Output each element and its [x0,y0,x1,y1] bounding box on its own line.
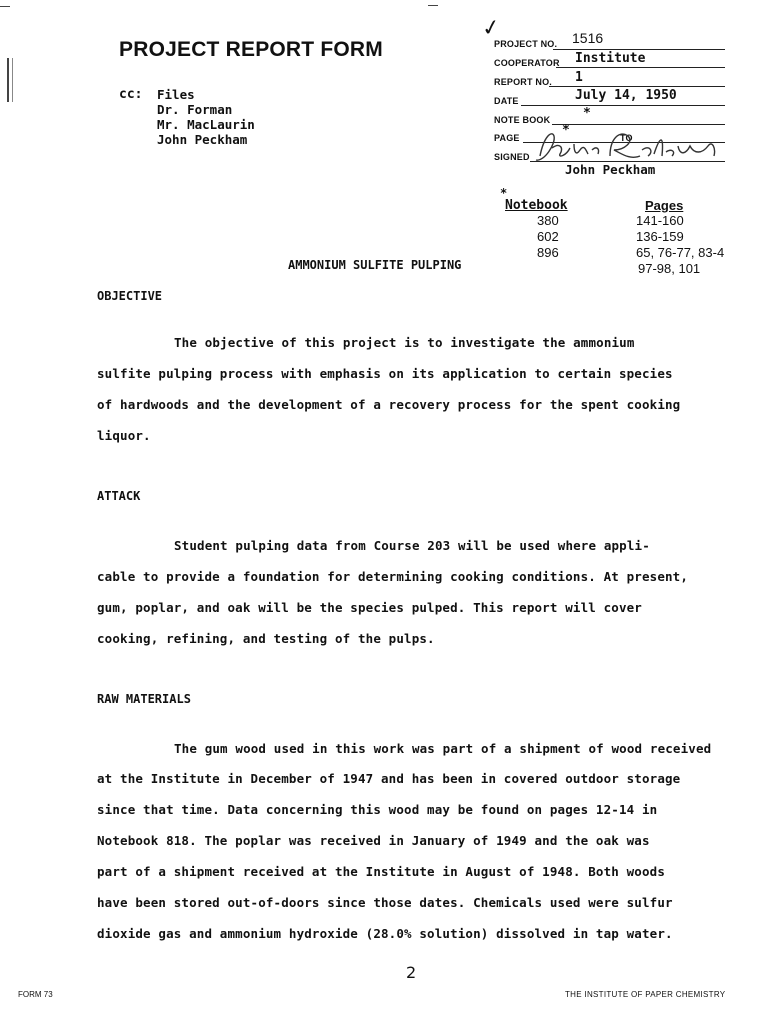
report-no-value: 1 [575,70,583,85]
date-value: July 14, 1950 [575,88,677,103]
signer-name: John Peckham [565,162,656,177]
cc-list [157,87,255,147]
paragraph-line: Student pulping data from Course 203 will be used where appli- [174,538,650,553]
cooperator-value: Institute [575,51,646,66]
section-heading-raw-materials: RAW MATERIALS [97,692,191,706]
footer-form-number: FORM 73 [18,990,53,999]
paragraph-line: cooking, refining, and testing of the pulps. [97,631,435,646]
scan-mark [428,5,438,6]
cc-recipient: Dr. Forman [157,102,233,117]
project-no-label: PROJECT NO. [494,39,558,49]
pages-cell: 136-159 [636,229,684,244]
paragraph-line: dioxide gas and ammonium hydroxide (28.0% solution) dissolved in tap water. [97,926,673,941]
document-title: AMMONIUM SULFITE PULPING [288,258,462,272]
notebook-cell: 380 [537,213,559,228]
paragraph-line: cable to provide a foundation for determining cooking conditions. At present, [97,569,689,584]
form-title: PROJECT REPORT FORM [119,38,383,61]
cc-label: cc: [119,87,143,102]
pages-cell: 65, 76-77, 83-4 [636,245,725,260]
field-line [552,123,725,125]
paragraph-line: since that time. Data concerning this wood may be found on pages 12-14 in [97,802,658,817]
page-number: 2 [406,963,417,982]
cooperator-label: COOPERATOR [494,58,560,68]
paragraph-line: Notebook 818. The poplar was received in January of 1949 and the oak was [97,833,650,848]
field-line [521,104,725,106]
footer-institution: THE INSTITUTE OF PAPER CHEMISTRY [565,990,726,999]
paragraph-line: have been stored out-of-doors since those dates. Chemicals used were sulfur [97,895,673,910]
page-value: * [562,123,570,138]
cc-recipient: Files [157,87,195,102]
report-no-label: REPORT NO. [494,77,553,87]
paragraph-line: at the Institute in December of 1947 and has been in covered outdoor storage [97,771,681,786]
page-to-label: TO [620,133,633,143]
field-line [549,85,725,87]
section-heading-attack: ATTACK [97,489,141,503]
paragraph-line: part of a shipment received at the Institute in August of 1948. Both woods [97,864,665,879]
notebook-cell: 602 [537,229,559,244]
cc-recipient: John Peckham [157,132,248,147]
paragraph-line: The objective of this project is to investigate the ammonium [174,335,635,350]
page-label: PAGE [494,133,520,143]
check-mark-icon: ✓ [479,14,503,43]
pages-cell: 141-160 [636,213,684,228]
notebook-cell: 896 [537,245,559,260]
project-no-value: 1516 [572,30,604,46]
field-line [556,66,725,68]
paragraph-line: The gum wood used in this work was part of a shipment of wood received [174,741,712,756]
field-line [553,48,725,50]
cc-recipient: Mr. MacLaurin [157,117,255,132]
paragraph-line: sulfite pulping process with emphasis on its application to certain species [97,366,673,381]
section-heading-objective: OBJECTIVE [97,289,163,303]
paragraph-line: liquor. [97,428,151,443]
scan-mark [7,58,13,102]
date-label: DATE [494,96,519,106]
pages-column-header: Pages [645,198,684,213]
paragraph-line: gum, poplar, and oak will be the species pulped. This report will cover [97,600,642,615]
scan-mark [0,6,10,7]
pages-cell: 97-98, 101 [638,261,701,276]
signed-label: SIGNED [494,152,530,162]
note-book-label: NOTE BOOK [494,115,551,125]
note-book-value: * [583,106,591,121]
paragraph-line: of hardwoods and the development of a recovery process for the spent cooking [97,397,681,412]
notebook-asterisk: * [500,186,508,200]
notebook-column-header: Notebook [505,198,568,213]
